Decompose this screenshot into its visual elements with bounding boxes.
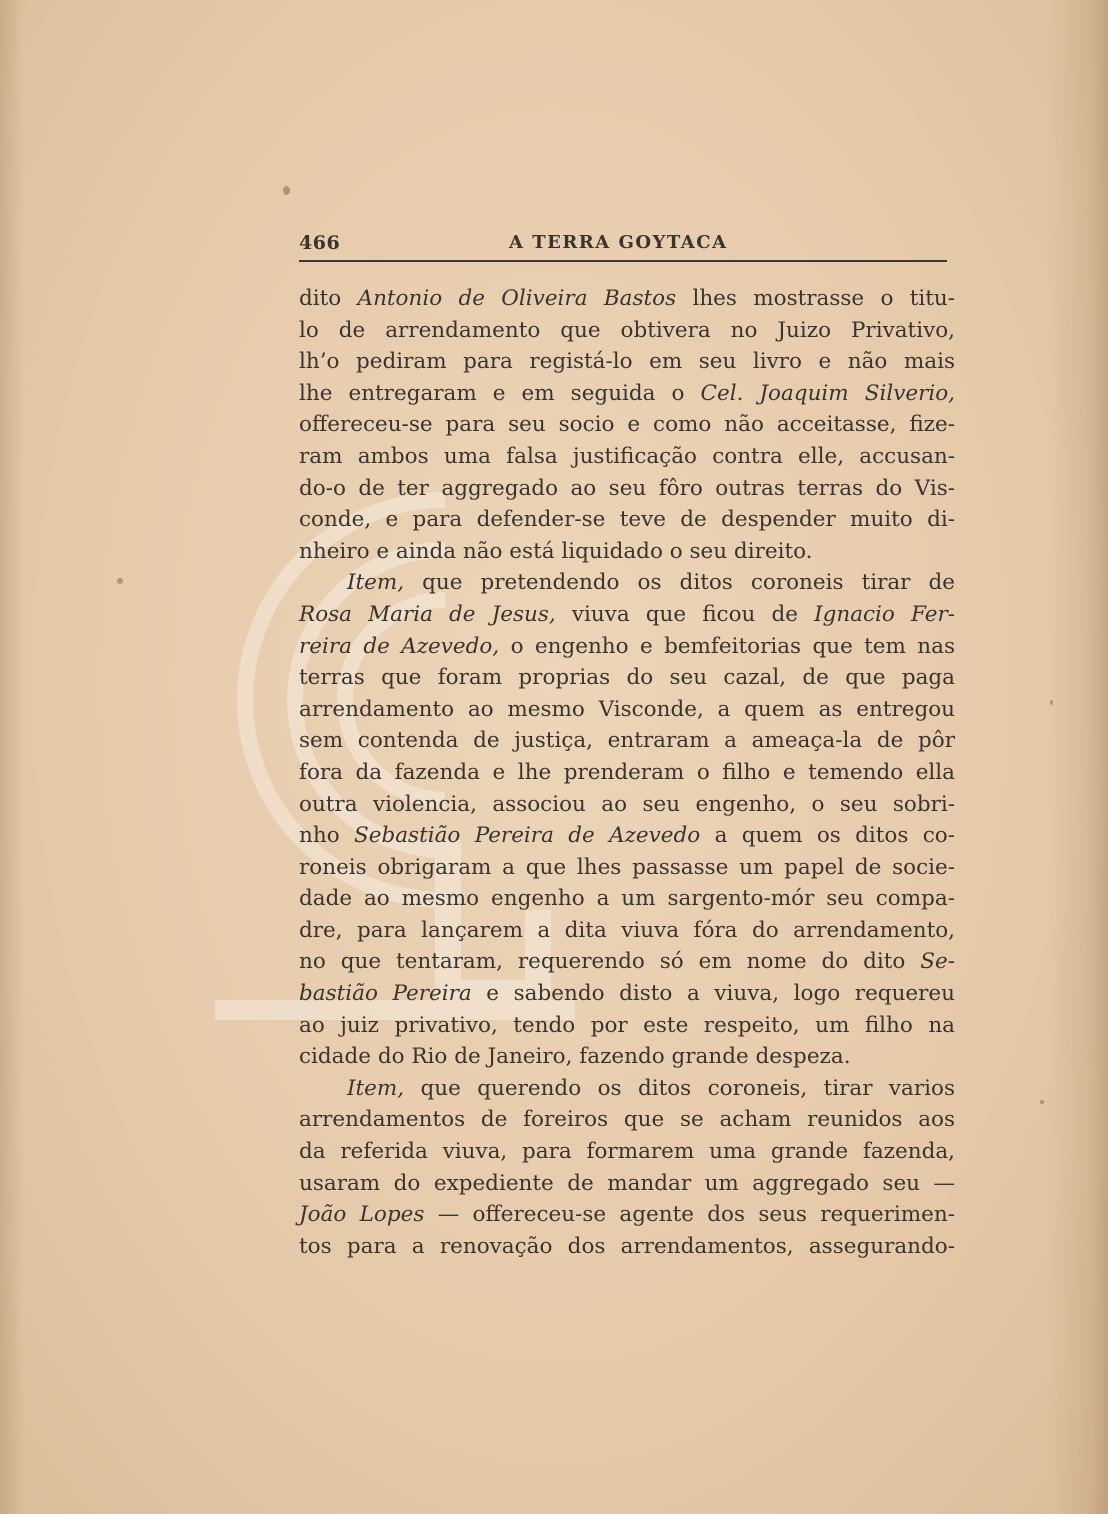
- italic-text: bastião Pereira: [299, 981, 472, 1007]
- text-span: ao juiz privativo, tendo por este respeito, um filho na: [299, 1012, 955, 1038]
- text-span: usaram do expediente de mandar um aggregado seu —: [299, 1170, 955, 1196]
- page-header: [299, 230, 947, 262]
- text-span: outra violencia, associou ao seu engenho, o seu sobri-: [299, 791, 955, 817]
- text-span: offereceu-se para seu socio e como não acceitasse, fize-: [299, 412, 955, 438]
- page-right-edge-shadow: [1048, 0, 1108, 1514]
- italic-text: Antonio de Oliveira Bastos: [357, 286, 677, 311]
- text-line: [299, 757, 955, 789]
- text-span: nho: [299, 823, 354, 849]
- text-line: [299, 883, 955, 915]
- text-span: fora da fazenda e lhe prenderam o filho e temendo ella: [299, 759, 955, 785]
- text-line: [299, 1010, 955, 1042]
- paper-speck: [1050, 700, 1053, 705]
- text-span: no que tentaram, requerendo só em nome do dito: [299, 949, 921, 975]
- text-line: [299, 852, 955, 884]
- text-line: [299, 409, 955, 441]
- italic-text: reira de Azevedo,: [299, 633, 500, 659]
- text-line: [299, 978, 955, 1010]
- text-line: [299, 631, 955, 663]
- text-span: da referida viuva, para formarem uma grande fazenda,: [299, 1139, 955, 1165]
- italic-text: Item,: [347, 570, 405, 596]
- italic-text: Ignacio Fer-: [814, 601, 955, 627]
- text-span: — offereceu-se agente dos seus requerimen-: [424, 1202, 955, 1228]
- text-line: [299, 1136, 955, 1168]
- text-line: [299, 820, 955, 852]
- text-span: viuva que ficou de: [555, 601, 815, 627]
- text-span: ram ambos uma falsa justificação contra elle, accusan-: [299, 443, 955, 469]
- text-line: [299, 1231, 955, 1263]
- text-line: [299, 915, 955, 947]
- text-span: tos para a renovação dos arrendamentos, assegurando-: [299, 1233, 955, 1259]
- italic-text: Item,: [347, 1075, 405, 1101]
- text-span: que pretendendo os ditos coroneis tirar de: [404, 570, 955, 596]
- italic-text: Cel. Joaquim Silverio,: [700, 380, 955, 406]
- body-text: [299, 283, 955, 1262]
- italic-text: João Lopes: [299, 1202, 425, 1228]
- text-span: dade ao mesmo engenho a um sargento-mór seu compa-: [299, 886, 955, 912]
- text-line: [299, 504, 955, 536]
- text-span: dito: [299, 286, 358, 311]
- text-span: sem contenda de justiça, entraram a ameaça-la de pôr: [299, 728, 955, 754]
- text-span: roneis obrigaram a que lhes passasse um papel de socie-: [299, 854, 955, 880]
- text-line: [299, 1199, 955, 1231]
- text-line: [299, 378, 955, 410]
- text-line: [299, 283, 955, 315]
- text-line: [299, 662, 955, 694]
- text-span: nheiro e ainda não está liquidado o seu direito.: [299, 538, 813, 564]
- text-line: [299, 346, 955, 378]
- text-line: [299, 441, 955, 473]
- text-line: [299, 1104, 955, 1136]
- text-line: [299, 473, 955, 505]
- text-line: [299, 694, 955, 726]
- text-line: [299, 315, 955, 347]
- text-span: cidade do Rio de Janeiro, fazendo grande despeza.: [299, 1044, 851, 1070]
- text-line: [299, 1073, 955, 1105]
- text-span: a quem os ditos co-: [700, 823, 955, 849]
- text-line: [299, 567, 955, 599]
- paper-speck: [117, 578, 123, 584]
- text-span: dre, para lançarem a dita viuva fóra do arrendamento,: [299, 917, 955, 943]
- text-span: conde, e para defender-se teve de despender muito di-: [299, 507, 955, 533]
- text-line: [299, 599, 955, 631]
- text-span: arrendamentos de foreiros que se acham reunidos aos: [299, 1107, 955, 1133]
- text-line: [299, 536, 955, 568]
- text-span: do-o de ter aggregado ao seu fôro outras terras do Vis-: [299, 475, 955, 501]
- page-number: 466: [299, 232, 341, 254]
- text-span: terras que foram proprias do seu cazal, de que paga: [299, 665, 955, 691]
- italic-text: Sebastião Pereira de Azevedo: [354, 823, 701, 849]
- text-line: [299, 946, 955, 978]
- text-line: [299, 1168, 955, 1200]
- running-title: A TERRA GOYTACA: [509, 232, 728, 253]
- text-span: arrendamento ao mesmo Visconde, a quem as entregou: [299, 696, 955, 722]
- paper-speck: [283, 186, 290, 195]
- text-span: lo de arrendamento que obtivera no Juizo Privativo,: [299, 317, 955, 343]
- text-span: e sabendo disto a viuva, logo requereu: [471, 981, 955, 1007]
- italic-text: Rosa Maria de Jesus,: [299, 601, 556, 627]
- text-span: lh’o pediram para registá-lo em seu livro e não mais: [299, 349, 955, 375]
- text-span: o engenho e bemfeitorias que tem nas: [499, 633, 955, 659]
- page-left-edge-shadow: [0, 0, 24, 1514]
- text-span: lhe entregaram e em seguida o: [299, 380, 701, 406]
- text-line: [299, 725, 955, 757]
- italic-text: Se-: [920, 949, 955, 975]
- text-span: lhes mostrasse o titu-: [676, 286, 955, 311]
- text-line: [299, 789, 955, 821]
- text-span: que querendo os ditos coroneis, tirar varios: [404, 1075, 955, 1101]
- paper-speck: [1040, 1100, 1044, 1104]
- text-line: [299, 1041, 955, 1073]
